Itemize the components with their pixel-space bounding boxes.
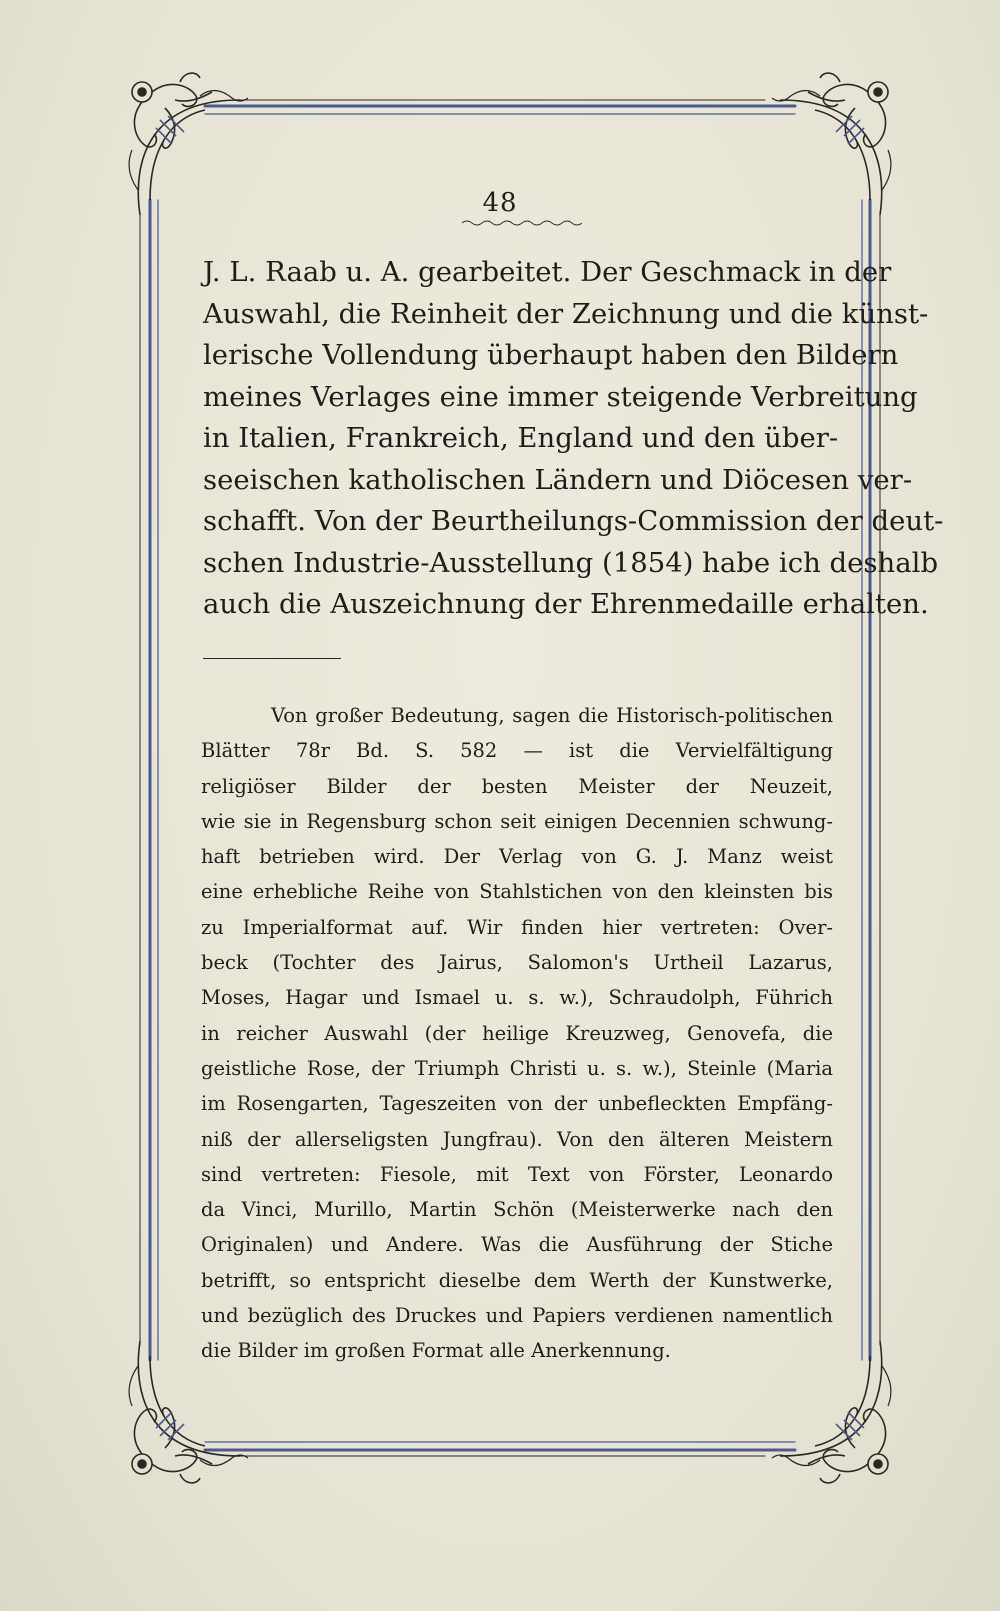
section-separator <box>203 658 341 659</box>
main-paragraph <box>203 252 944 626</box>
text-line: in reicher Auswahl (der heilige Kreuzweg, Genovefa, die <box>201 1021 833 1045</box>
text-line: meines Verlages eine immer steigende Verbreitung <box>203 380 918 413</box>
text-line: wie sie in Regensburg schon seit einigen Decennien schwung- <box>201 809 833 833</box>
text-line: im Rosengarten, Tageszeiten von der unbefleckten Empfäng- <box>201 1092 833 1116</box>
text-line: beck (Tochter des Jairus, Salomon's Urtheil Lazarus, <box>201 951 833 975</box>
text-line: J. L. Raab u. A. gearbeitet. Der Geschmack in der <box>203 256 892 288</box>
text-line: Von großer Bedeutung, sagen die Historisch-politischen <box>271 704 833 727</box>
text-line: eine erhebliche Reihe von Stahlstichen von den kleinsten bis <box>201 880 833 904</box>
text-line: schafft. Von der Beurtheilungs-Commission der deut- <box>203 505 944 537</box>
text-line: auch die Auszeichnung der Ehrenmedaille erhalten. <box>203 588 929 620</box>
text-line: lerische Vollendung überhaupt haben den Bildern <box>203 339 899 371</box>
text-line: Blätter 78r Bd. S. 582 — ist die Vervielfältigung <box>201 739 833 763</box>
text-line: schen Industrie-Ausstellung (1854) habe ich deshalb <box>203 546 939 579</box>
text-line: zu Imperialformat auf. Wir finden hier vertreten: Over- <box>201 915 833 939</box>
text-line: Auswahl, die Reinheit der Zeichnung und die künst- <box>203 297 929 330</box>
text-line: in Italien, Frankreich, England und den über- <box>203 422 839 454</box>
text-line: Originalen) und Andere. Was die Ausführung der Stiche <box>201 1233 833 1257</box>
text-line: sind vertreten: Fiesole, mit Text von Förster, Leonardo <box>201 1162 833 1186</box>
text-line: die Bilder im großen Format alle Anerkennung. <box>201 1339 671 1363</box>
page-number-flourish <box>462 218 582 228</box>
quoted-note-paragraph <box>201 698 833 1369</box>
text-line: und bezüglich des Druckes und Papiers verdienen namentlich <box>201 1304 833 1328</box>
text-line: betrifft, so entspricht dieselbe dem Werth der Kunstwerke, <box>201 1268 833 1292</box>
text-line: geistliche Rose, der Triumph Christi u. s. w.), Steinle (Maria <box>201 1056 833 1080</box>
page-number: 48 <box>482 188 518 218</box>
text-line: niß der allerseligsten Jungfrau). Von den älteren Meistern <box>201 1127 833 1151</box>
text-line: religiöser Bilder der besten Meister der Neuzeit, <box>201 774 833 798</box>
text-line: haft betrieben wird. Der Verlag von G. J. Manz weist <box>201 845 833 869</box>
text-line: Moses, Hagar und Ismael u. s. w.), Schraudolph, Führich <box>201 986 833 1010</box>
text-line: da Vinci, Murillo, Martin Schön (Meisterwerke nach den <box>201 1198 833 1222</box>
text-line: seeischen katholischen Ländern und Diöcesen ver- <box>203 463 913 496</box>
